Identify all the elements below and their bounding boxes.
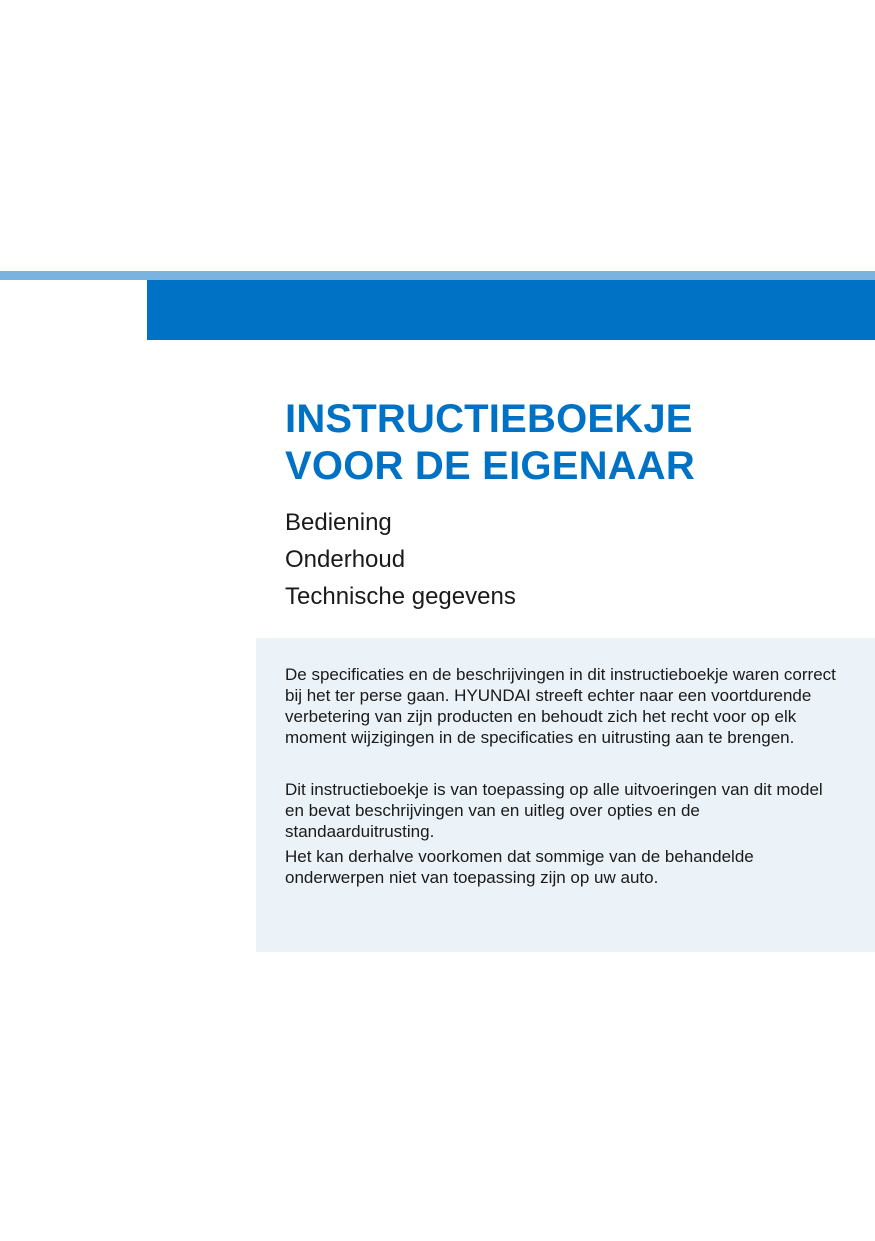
manual-title-line-1: INSTRUCTIEBOEKJE — [285, 397, 693, 441]
notice-text — [285, 664, 845, 888]
manual-title — [285, 396, 695, 490]
notice-box — [256, 638, 875, 952]
notice-paragraph-specifications: De specificaties en de beschrijvingen in dit instructieboekje waren correct bij het ter perse gaan. HYUNDAI streeft echter naar een voortdurende verbetering van zijn producten en behoudt zich het recht voor op elk moment wijzigingen in de specificaties en uitrusting aan te brengen. — [285, 665, 836, 747]
section-item-onderhoud: Onderhoud — [285, 546, 406, 573]
notice-paragraph-not-applicable: Het kan derhalve voorkomen dat sommige van de behandelde onderwerpen niet van toepassing zijn op uw auto. — [285, 847, 754, 887]
manual-title-line-2: VOOR DE EIGENAAR — [285, 444, 695, 488]
notice-paragraph-applicability: Dit instructieboekje is van toepassing op alle uitvoeringen van dit model en bevat beschrijvingen van en uitleg over opties en de standaarduitrusting. — [285, 780, 823, 841]
section-item-technische-gegevens: Technische gegevens — [285, 583, 516, 610]
section-item-bediening: Bediening — [285, 509, 392, 536]
section-list — [285, 504, 516, 615]
accent-stripe — [0, 271, 875, 280]
brand-bar — [147, 280, 875, 340]
